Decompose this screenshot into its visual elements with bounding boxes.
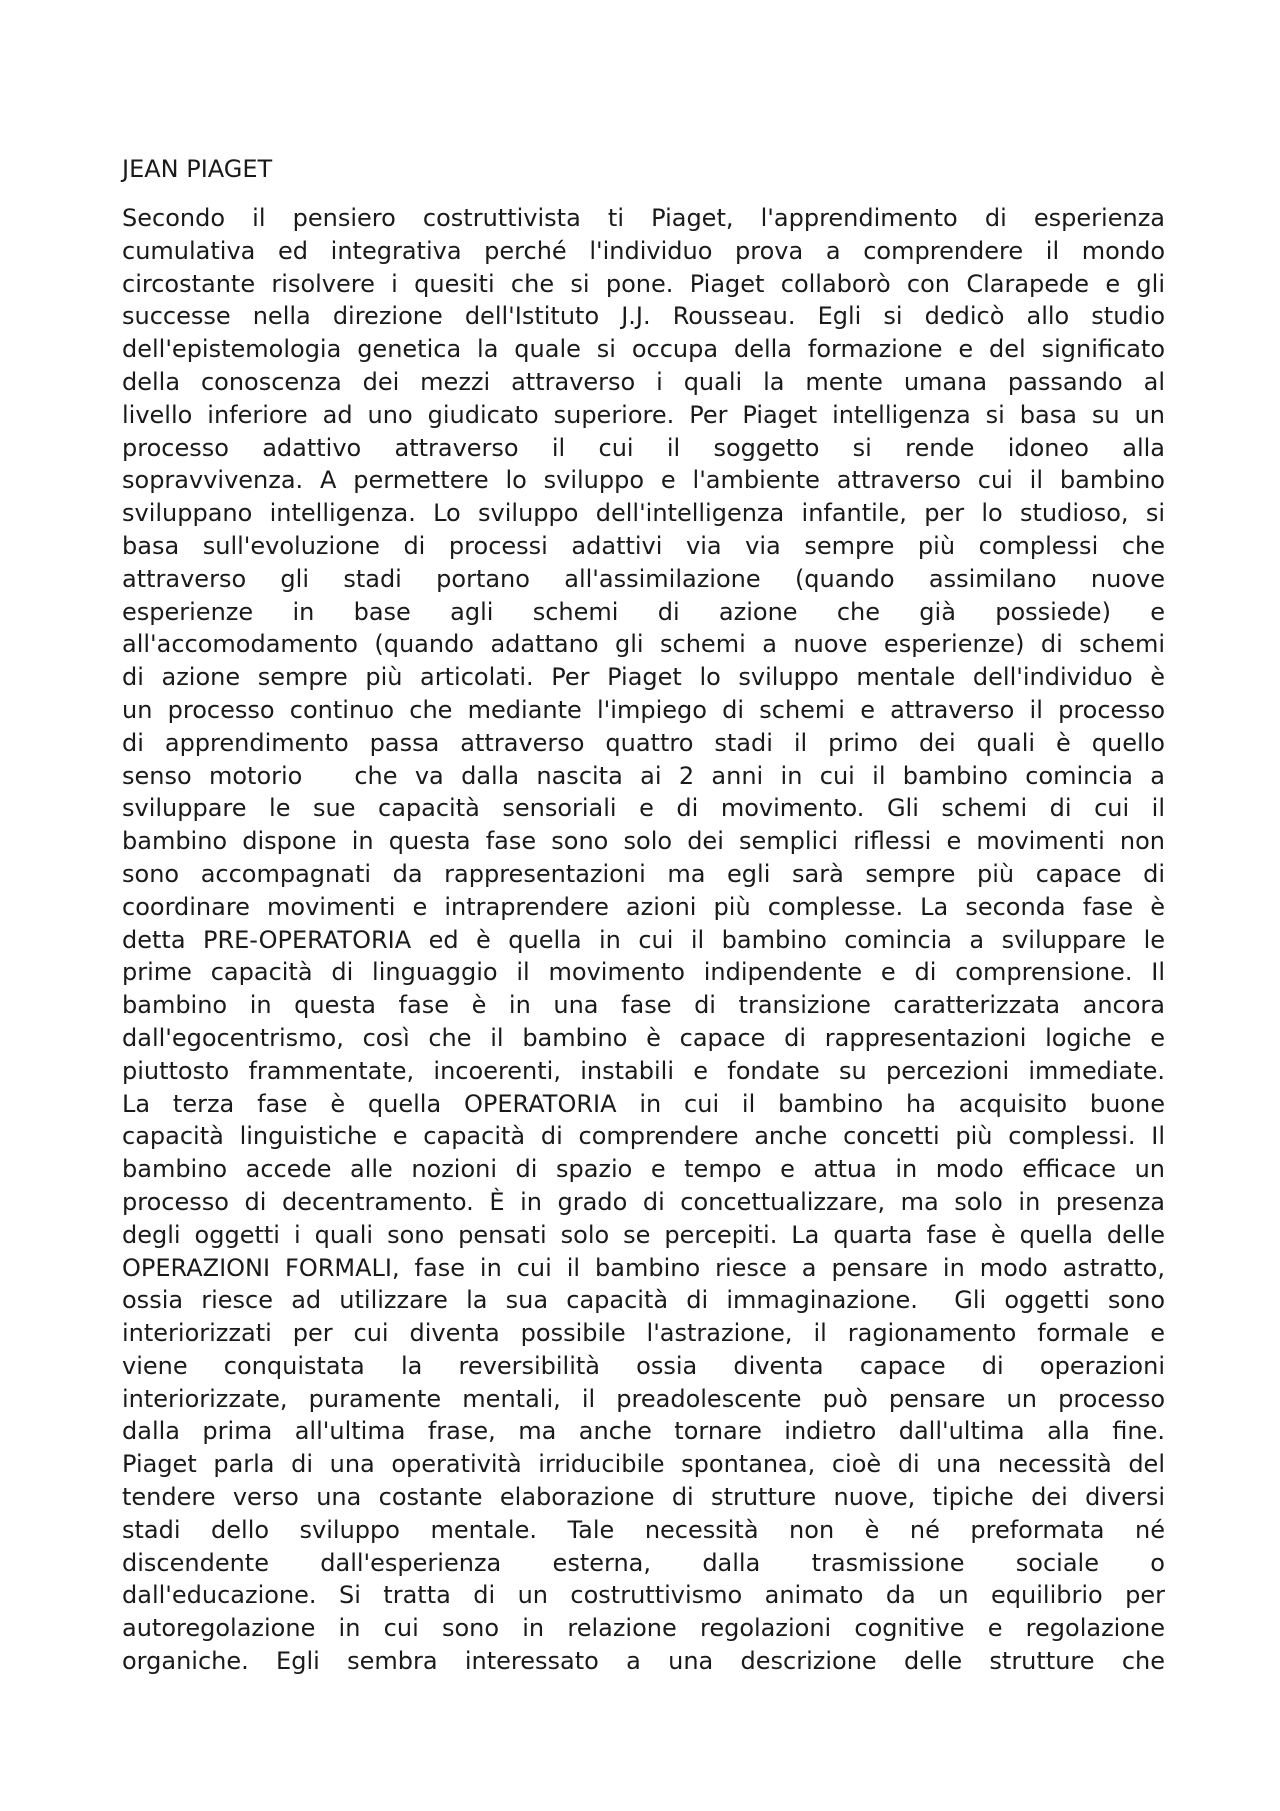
text-line: processo di decentramento. È in grado di concettualizzare, ma solo in presenza (122, 1187, 1165, 1216)
text-line: dall'educazione. Si tratta di un costruttivismo animato da un equilibrio per (122, 1581, 1165, 1610)
text-line: della conoscenza dei mezzi attraverso i quali la mente umana passando al (122, 367, 1165, 396)
text-line: prime capacità di linguaggio il movimento indipendente e di comprensione. Il (122, 958, 1165, 987)
text-line: interiorizzati per cui diventa possibile l'astrazione, il ragionamento formale e (122, 1319, 1165, 1348)
text-line: all'accomodamento (quando adattano gli schemi a nuove esperienze) di schemi (122, 630, 1165, 659)
text-line: sono accompagnati da rappresentazioni ma egli sarà sempre più capace di (122, 859, 1165, 888)
text-line: attraverso gli stadi portano all'assimilazione (quando assimilano nuove (122, 564, 1165, 593)
text-line: dell'epistemologia genetica la quale si occupa della formazione e del significato (122, 335, 1165, 364)
text-line: cumulativa ed integrativa perché l'individuo prova a comprendere il mondo (122, 236, 1165, 265)
text-line: livello inferiore ad uno giudicato superiore. Per Piaget intelligenza si basa su un (122, 400, 1165, 429)
text-line: organiche. Egli sembra interessato a una descrizione delle strutture che (122, 1647, 1165, 1676)
text-line: successe nella direzione dell'Istituto J.J. Rousseau. Egli si dedicò allo studio (122, 302, 1165, 331)
text-line: detta PRE-OPERATORIA ed è quella in cui il bambino comincia a sviluppare le (122, 925, 1165, 954)
text-line: La terza fase è quella OPERATORIA in cui il bambino ha acquisito buone (122, 1089, 1165, 1118)
text-line: bambino in questa fase è in una fase di transizione caratterizzata ancora (122, 991, 1165, 1020)
text-line: Piaget parla di una operatività irriducibile spontanea, cioè di una necessità del (122, 1450, 1165, 1479)
text-line: circostante risolvere i quesiti che si pone. Piaget collaborò con Clarapede e gli (122, 269, 1165, 298)
text-line: autoregolazione in cui sono in relazione regolazioni cognitive e regolazione (122, 1614, 1165, 1643)
text-line: dall'egocentrismo, così che il bambino è capace di rappresentazioni logiche e (122, 1023, 1165, 1052)
text-line: esperienze in base agli schemi di azione che già possiede) e (122, 597, 1165, 626)
text-line: dalla prima all'ultima frase, ma anche tornare indietro dall'ultima alla fine. (122, 1417, 1165, 1446)
text-line: di azione sempre più articolati. Per Piaget lo sviluppo mentale dell'individuo è (122, 663, 1165, 692)
text-line: capacità linguistiche e capacità di comprendere anche concetti più complessi. Il (122, 1122, 1165, 1151)
text-line: bambino accede alle nozioni di spazio e tempo e attua in modo efficace un (122, 1155, 1165, 1184)
text-line: Secondo il pensiero costruttivista ti Piaget, l'apprendimento di esperienza (122, 204, 1165, 232)
text-line: OPERAZIONI FORMALI, fase in cui il bambino riesce a pensare in modo astratto, (122, 1253, 1165, 1282)
text-line: sviluppare le sue capacità sensoriali e di movimento. Gli schemi di cui il (122, 794, 1165, 823)
text-line: basa sull'evoluzione di processi adattivi via via sempre più complessi che (122, 531, 1165, 560)
text-line: di apprendimento passa attraverso quattro stadi il primo dei quali è quello (122, 728, 1165, 757)
text-line: stadi dello sviluppo mentale. Tale necessità non è né preformata né (122, 1515, 1165, 1544)
text-line: sviluppano intelligenza. Lo sviluppo dell'intelligenza infantile, per lo studioso, si (122, 499, 1165, 528)
text-line: viene conquistata la reversibilità ossia diventa capace di operazioni (122, 1351, 1165, 1380)
text-line: bambino dispone in questa fase sono solo dei semplici riflessi e movimenti non (122, 827, 1165, 856)
text-line: degli oggetti i quali sono pensati solo se percepiti. La quarta fase è quella delle (122, 1220, 1165, 1249)
document-title: JEAN PIAGET (122, 155, 273, 183)
text-line: senso motorio che va dalla nascita ai 2 anni in cui il bambino comincia a (122, 761, 1165, 790)
text-line: interiorizzate, puramente mentali, il preadolescente può pensare un processo (122, 1384, 1165, 1413)
text-line: processo adattivo attraverso il cui il soggetto si rende idoneo alla (122, 433, 1165, 462)
text-line: coordinare movimenti e intraprendere azioni più complesse. La seconda fase è (122, 892, 1165, 921)
text-line: sopravvivenza. A permettere lo sviluppo e l'ambiente attraverso cui il bambino (122, 466, 1165, 495)
text-line: piuttosto frammentate, incoerenti, instabili e fondate su percezioni immediate. (122, 1056, 1165, 1085)
text-line: un processo continuo che mediante l'impiego di schemi e attraverso il processo (122, 695, 1165, 724)
text-line: discendente dall'esperienza esterna, dalla trasmissione sociale o (122, 1548, 1165, 1577)
text-line: ossia riesce ad utilizzare la sua capacità di immaginazione. Gli oggetti sono (122, 1286, 1165, 1315)
document-body (122, 202, 1165, 1678)
text-line: tendere verso una costante elaborazione di strutture nuove, tipiche dei diversi (122, 1483, 1165, 1512)
